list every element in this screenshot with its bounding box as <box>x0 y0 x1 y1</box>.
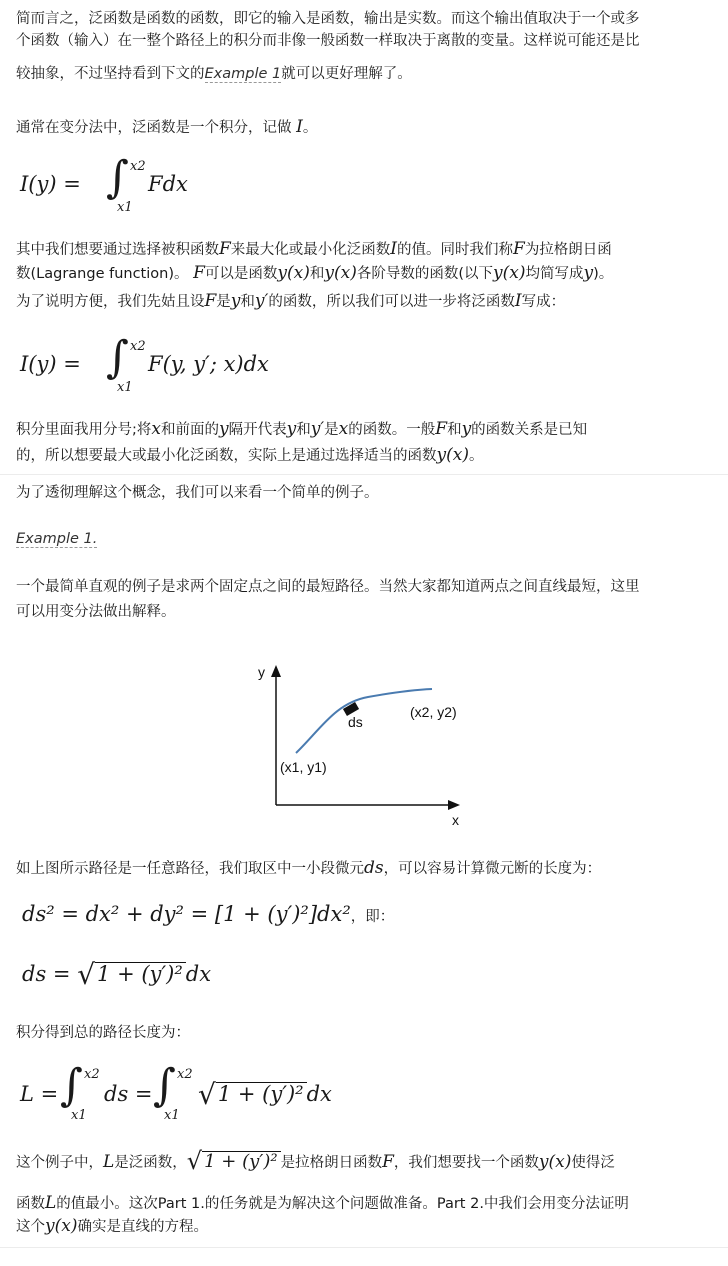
semi-text-2b: 。 <box>468 448 484 464</box>
equation-ds-squared <box>22 902 394 926</box>
eq-L-lhs: L = <box>20 1082 59 1106</box>
lagrange-line-3 <box>16 290 565 313</box>
concl-text-1e: 使得泛 <box>571 1155 615 1171</box>
concl-text-1d: ，我们想要找一个函数 <box>393 1155 539 1171</box>
semi-text-f: 的函数。一般 <box>348 422 436 438</box>
radical-sign: √ <box>77 958 96 991</box>
end-point-label: (x2, y2) <box>410 704 457 720</box>
intro-line-3 <box>16 63 412 85</box>
eq-L-lower-1: x1 <box>71 1108 87 1123</box>
math-I: I <box>296 117 303 137</box>
concl-text-3a: 这个 <box>16 1219 45 1235</box>
math-y: y <box>218 419 229 439</box>
x-axis-arrow <box>448 800 460 810</box>
sqrt-body: 1 + (y′)² <box>202 1151 281 1172</box>
math-yx: y(x) <box>277 263 310 283</box>
example-title <box>16 528 97 550</box>
math-I: I <box>390 239 398 259</box>
figure-caption-text: 如上图所示路径是一任意路径，我们取区中一小段微元 <box>16 861 364 877</box>
concl-text-1b: 是泛函数， <box>114 1155 187 1171</box>
notation-paragraph <box>16 116 317 139</box>
lagrange-text-2a: 数(Lagrange function)。 <box>16 266 189 282</box>
eq1-lhs: I(y) <box>20 172 57 196</box>
lagrange-text-2f: )。 <box>593 266 614 282</box>
notation-text: 通常在变分法中，泛函数是一个积分，记做 <box>16 120 292 136</box>
sqrt-body: 1 + (y′)² <box>216 1082 307 1106</box>
y-axis-label: y <box>258 664 265 680</box>
math-ds: ds <box>364 858 384 878</box>
math-yx: y(x) <box>45 1216 78 1236</box>
concl-text-1c: 是拉格朗日函数 <box>280 1155 383 1171</box>
example-1-link[interactable]: Example 1 <box>204 66 282 82</box>
lagrange-text-3b: 是 <box>216 294 231 310</box>
sqrt-body: 1 + (y′)² <box>95 962 186 986</box>
semi-text-a: 积分里面我用分号;将 <box>16 422 152 438</box>
integral-sign: ∫ <box>106 332 129 383</box>
eq1-upper-limit: x2 <box>130 159 146 174</box>
lagrange-text-2b: 可以是函数 <box>204 266 278 282</box>
integral-sign: ∫ <box>153 1060 176 1111</box>
start-point-label: (x1, y1) <box>280 759 327 775</box>
eq-ds-squared: ds² = dx² + dy² = [1 + (y′)²]dx² <box>22 902 351 926</box>
eq1-equals: = <box>63 172 81 196</box>
lagrange-text-3e: 写成： <box>521 294 566 310</box>
radical-sign: √ <box>186 1147 203 1175</box>
math-y: y <box>583 263 594 283</box>
math-L: L <box>103 1152 115 1172</box>
sqrt-expression <box>77 958 186 991</box>
math-F: F <box>513 239 525 259</box>
integral-sign: ∫ <box>106 152 129 203</box>
conclusion-line-3 <box>16 1215 208 1238</box>
eq2-upper-limit: x2 <box>130 339 146 354</box>
eq2-lhs: I(y) <box>20 352 57 376</box>
math-F: F <box>219 239 231 259</box>
lagrange-text-3c: 和 <box>240 294 255 310</box>
eq-L-upper-2: x2 <box>177 1067 193 1082</box>
math-F: F <box>193 263 205 283</box>
math-yx: y(x) <box>538 1152 572 1172</box>
eq2-lower-limit: x1 <box>117 380 133 395</box>
eq2-integrand: F(y, y′; x)dx <box>148 352 269 376</box>
shortest-line-1: 一个最简单直观的例子是求两个固定点之间的最短路径。当然大家都知道两点之间直线最短，这里 <box>16 579 640 595</box>
lagrange-line-2 <box>16 262 613 285</box>
semi-text-h: 的函数关系是已知 <box>471 422 588 438</box>
concl-text-2b: 的值最小。这次Part 1.的任务就是为解决这个问题做准备。Part 2.中我们会用变分法证明 <box>56 1196 629 1212</box>
eq1-lower-limit: x1 <box>117 200 133 215</box>
math-yx: y(x) <box>493 263 526 283</box>
lagrange-text-1a: 其中我们想要通过选择被积函数 <box>16 242 219 258</box>
semi-text-b: 和前面的 <box>160 422 219 438</box>
lagrange-text-2e: 均简写成 <box>525 266 584 282</box>
math-y: y <box>461 419 472 439</box>
lagrange-text-3d: 的函数，所以我们可以进一步将泛函数 <box>268 294 515 310</box>
equation-functional-expanded <box>20 332 320 398</box>
equation-functional <box>20 152 220 218</box>
section-divider <box>0 474 728 475</box>
semi-text-d: 和 <box>296 422 311 438</box>
semi-text-g: 和 <box>447 422 462 438</box>
path-figure <box>250 655 480 835</box>
example-intro: 为了透彻理解这个概念，我们可以来看一个简单的例子。 <box>16 485 379 501</box>
notation-period: 。 <box>302 120 318 136</box>
eq1-integrand: Fdx <box>148 172 188 196</box>
lagrange-text-2d: 各阶导数的函数(以下 <box>356 266 493 282</box>
total-length-text: 积分得到总的路径长度为： <box>16 1025 190 1041</box>
intro-line-2: 个函数（输入）在一整个路径上的积分而非像一般函数一样取决于离散的变量。这样说可能还是比 <box>16 33 640 49</box>
eq-ds-dx: dx <box>185 962 212 986</box>
math-yprime: y′ <box>310 419 325 439</box>
eq-ds-suffix: ，即： <box>350 909 395 925</box>
eq-L-upper-1: x2 <box>84 1067 100 1082</box>
equation-ds <box>22 958 211 991</box>
semi-text-c: 隔开代表 <box>228 422 287 438</box>
math-F: F <box>382 1152 394 1172</box>
semi-text-2a: 的，所以想要最大或最小化泛函数，实际上是通过选择适当的函数 <box>16 448 437 464</box>
intro-line-1: 简而言之，泛函数是函数的函数，即它的输入是函数，输出是实数。而这个输出值取决于一个或多 <box>16 11 640 27</box>
math-x: x <box>151 419 161 439</box>
x-axis-label: x <box>452 812 459 828</box>
bottom-divider <box>0 1247 728 1248</box>
eq-L-dx: dx <box>306 1082 332 1106</box>
example-title-text[interactable]: Example 1. <box>16 531 98 547</box>
math-F: F <box>204 291 217 311</box>
eq-L-lower-2: x1 <box>164 1108 180 1123</box>
eq-ds-lhs: ds = <box>22 962 71 986</box>
math-yx: y(x) <box>436 445 469 465</box>
lagrange-text-3a: 为了说明方便，我们先姑且设 <box>16 294 205 310</box>
intro-line-3-tail: 就可以更好理解了。 <box>281 66 412 82</box>
math-yx: y(x) <box>324 263 357 283</box>
figure-caption <box>16 857 601 880</box>
sqrt-expression <box>186 1147 281 1175</box>
concl-text-3b: 确实是直线的方程。 <box>77 1219 208 1235</box>
integral-sign: ∫ <box>60 1060 83 1111</box>
math-F: F <box>435 419 448 439</box>
concl-text-2a: 函数 <box>16 1196 45 1212</box>
radical-sign: √ <box>198 1078 216 1111</box>
math-L: L <box>45 1193 57 1213</box>
conclusion-line-1 <box>16 1147 615 1175</box>
math-I: I <box>514 291 522 311</box>
lagrange-text-1b: 来最大化或最小化泛函数 <box>230 242 391 258</box>
sqrt-expression <box>198 1078 332 1111</box>
lagrange-text-1c: 的值。同时我们称 <box>397 242 514 258</box>
math-x: x <box>338 419 349 439</box>
semicolon-line-1 <box>16 418 587 441</box>
math-y: y <box>286 419 297 439</box>
ds-label: ds <box>348 714 363 730</box>
lagrange-text-1d: 为拉格朗日函 <box>524 242 612 258</box>
semi-text-e: 是 <box>324 422 339 438</box>
math-yprime: y′ <box>254 291 269 311</box>
math-y: y <box>230 291 241 311</box>
path-curve <box>296 689 432 753</box>
intro-line-3-text: 较抽象，不过坚持看到下文的 <box>16 66 205 82</box>
lagrange-line-1 <box>16 238 612 261</box>
figure-caption-tail: ，可以容易计算微元断的长度为： <box>383 861 602 877</box>
lagrange-text-2c: 和 <box>309 266 325 282</box>
conclusion-line-2 <box>16 1192 629 1215</box>
concl-text-1a: 这个例子中， <box>16 1155 103 1171</box>
eq-L-ds: ds = <box>104 1082 153 1106</box>
shortest-line-2: 可以用变分法做出解释。 <box>16 604 176 620</box>
y-axis-arrow <box>271 665 281 677</box>
semicolon-line-2 <box>16 444 483 467</box>
equation-length <box>20 1060 360 1128</box>
eq2-equals: = <box>63 352 81 376</box>
